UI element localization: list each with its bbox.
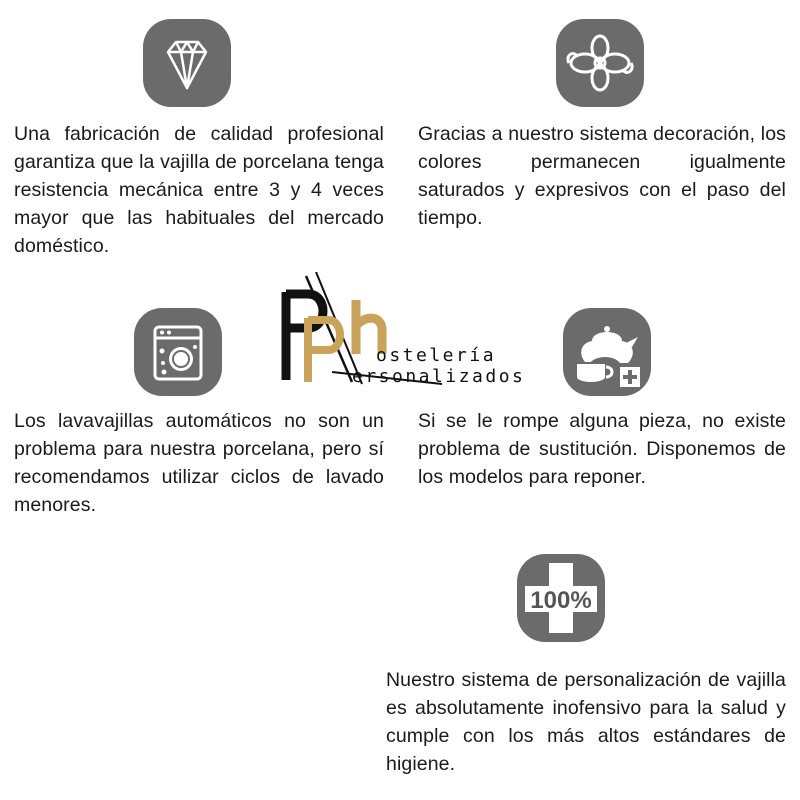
hygiene-100-icon	[516, 553, 606, 643]
dishwasher-icon	[133, 307, 223, 397]
diamond-icon	[142, 18, 232, 108]
feature-text-quality: Una fabricación de calidad profesional garantiza que la vajilla de porcelana tenga resistencia mecánica entre 3 y 4 veces mayor que las habituales del mercado doméstico.	[14, 123, 384, 257]
feature-text-hygiene: Nuestro sistema de personalización de vajilla es absolutamente inofensivo para la salud y cumple con los más altos estándares de higiene.	[386, 669, 786, 775]
logo-line-1: ostelería	[376, 345, 497, 366]
feature-text-colors: Gracias a nuestro sistema decoración, los colores permanecen igualmente saturados y expresivos con el paso del tiempo.	[418, 123, 786, 229]
brand-logo	[272, 272, 524, 392]
feature-text-replacement: Si se le rompe alguna pieza, no existe problema de sustitución. Disponemos de los modelos para reponer.	[418, 410, 786, 488]
logo-line-2: ersonalizados	[352, 366, 526, 387]
badge-text: 100%	[530, 587, 592, 614]
teapot-cup-plus-icon	[562, 307, 652, 397]
ornamental-knot-icon	[555, 18, 645, 108]
feature-text-dishwasher: Los lavavajillas automáticos no son un problema para nuestra porcelana, pero sí recomendamos utilizar ciclos de lavado menores.	[14, 410, 384, 516]
